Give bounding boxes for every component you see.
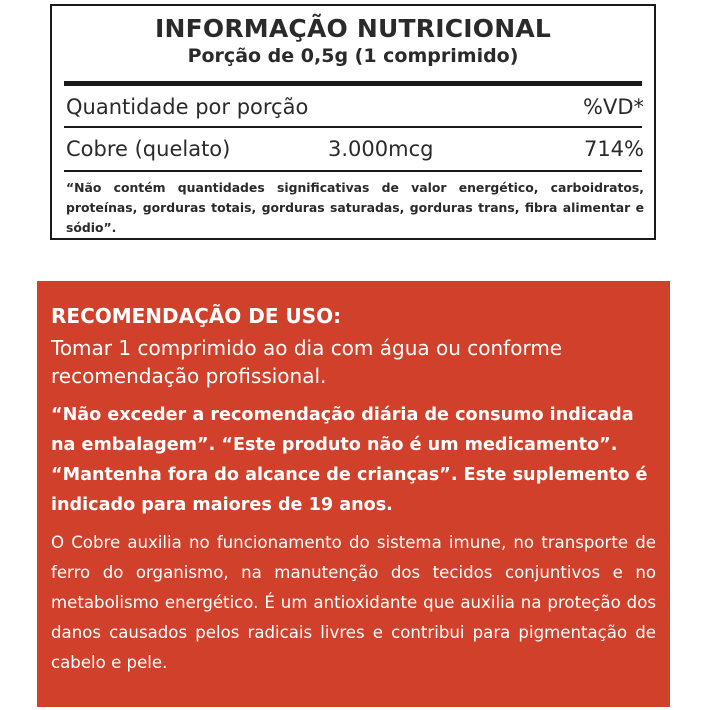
usage-instructions: Tomar 1 comprimido ao dia com água ou conforme recomendação profissional.: [51, 336, 563, 388]
warnings-text: “Não exceder a recomendação diária de consumo indicada na embalagem”. “Este produto não é um medicamento”. “Mantenha fora do alcance de crianças”. Este suplemento é indicado para maiores de 19 anos.: [51, 405, 648, 515]
header-vd-label: %VD*: [583, 95, 644, 119]
usage-recommendation-panel: [37, 281, 670, 707]
thin-divider: [64, 126, 642, 128]
nutrient-amount: 3.000mcg: [328, 137, 434, 161]
recommendation-title: RECOMENDAÇÃO DE USO:: [51, 304, 342, 328]
thick-divider: [64, 81, 642, 86]
table-header-row: [66, 90, 644, 124]
nutrition-facts-table: [50, 4, 656, 240]
nutrient-name: Cobre (quelato): [66, 137, 231, 161]
product-description: O Cobre auxilia no funcionamento do sistema imune, no transporte de ferro do organismo, na manutenção dos tecidos conjuntivos e no metabolismo energético. É um antioxidante que auxilia na proteção dos danos causados pelos radicais livres e contribui para pigmentação de cabelo e pele.: [51, 533, 656, 672]
table-row: [66, 132, 644, 166]
nutrition-title: INFORMAÇÃO NUTRICIONAL: [154, 14, 551, 43]
serving-size: Porção de 0,5g (1 comprimido): [187, 45, 519, 67]
thin-divider: [64, 170, 642, 172]
nutrition-footnote: “Não contém quantidades significativas de valor energético, carboidratos, proteínas, gorduras totais, gorduras saturadas, gorduras trans, fibra alimentar e sódio”.: [66, 180, 644, 235]
header-quantity-label: Quantidade por porção: [66, 95, 309, 119]
nutrient-vd: 714%: [583, 137, 644, 161]
